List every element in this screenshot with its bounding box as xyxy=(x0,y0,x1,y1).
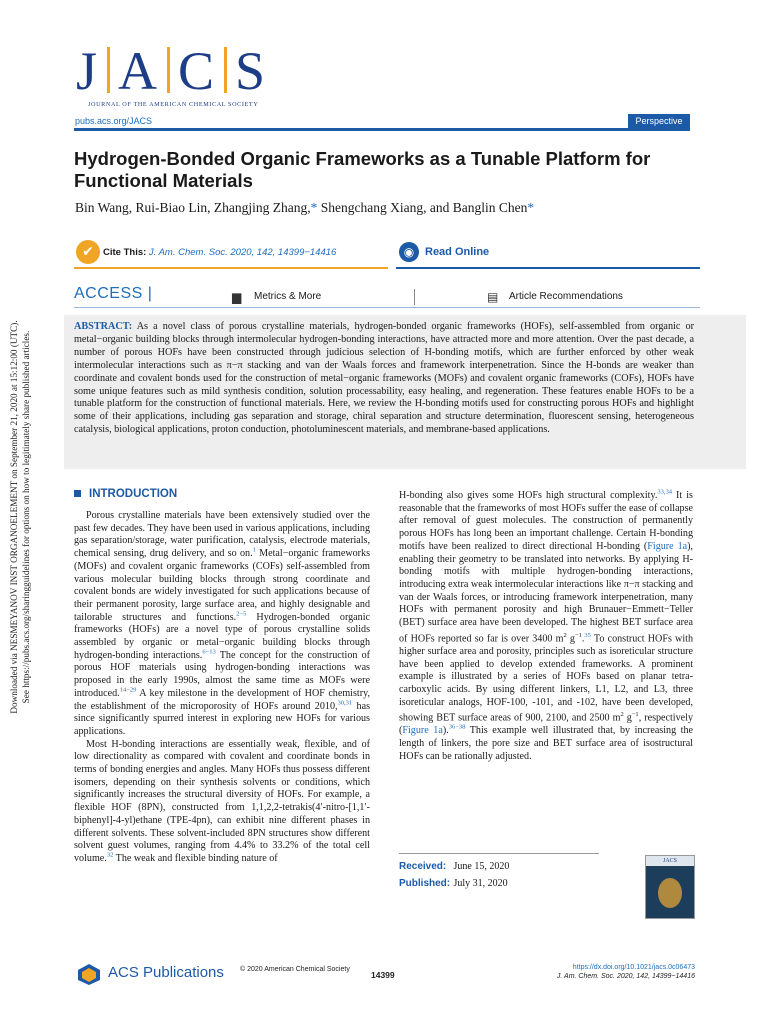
citation-link[interactable]: 35 xyxy=(584,631,591,639)
corresponding-author-link[interactable]: * xyxy=(527,200,535,215)
cite-check-icon: ✔ xyxy=(76,240,100,264)
received-label: Received: xyxy=(399,861,447,872)
citation-link[interactable]: 1 xyxy=(252,546,256,554)
download-notice xyxy=(8,307,32,727)
logo-subtitle: JOURNAL OF THE AMERICAN CHEMICAL SOCIETY xyxy=(88,101,259,108)
logo-separator xyxy=(107,47,110,93)
author-list xyxy=(75,200,675,216)
published-date: July 31, 2020 xyxy=(453,878,508,889)
logo-letter-s: S xyxy=(235,41,268,101)
journal-reference: J. Am. Chem. Soc. 2020, 142, 14399−14416 xyxy=(556,973,695,980)
cite-label: Cite This: xyxy=(103,247,147,258)
recommendations-link[interactable]: Article Recommendations xyxy=(509,291,623,302)
published-label: Published: xyxy=(399,878,451,889)
logo-letter-c: C xyxy=(178,41,217,101)
citation-link[interactable]: 33,34 xyxy=(657,488,672,496)
logo-letter-a: A xyxy=(118,41,160,101)
doi-link[interactable]: https://dx.doi.org/10.1021/jacs.0c06473 xyxy=(572,964,695,971)
citation-link[interactable]: 30,31 xyxy=(337,699,353,707)
citation-link[interactable]: 6−13 xyxy=(202,648,216,656)
figure-link[interactable]: Figure 1a xyxy=(402,725,443,737)
globe-icon: ◉ xyxy=(399,242,419,262)
received-date: June 15, 2020 xyxy=(453,861,510,872)
jacs-logo[interactable] xyxy=(76,41,268,101)
access-rule xyxy=(74,307,700,308)
logo-separator xyxy=(224,47,227,93)
acs-hexagon-icon xyxy=(74,962,104,986)
right-column xyxy=(399,490,693,763)
page-number: 14399 xyxy=(371,970,395,980)
access-label: ACCESS | xyxy=(74,285,153,302)
dates-rule xyxy=(399,853,599,854)
abstract-text xyxy=(74,321,694,437)
acs-publications-logo[interactable]: ACS Publications xyxy=(108,964,224,981)
header-rule xyxy=(74,128,690,131)
intro-paragraph-1: Porous crystalline materials have been extensively studied over the past few decades. They have been used in various applications, including gas separation/storage, water purification, catalysis, electrode materials, chemical sensing, drug delivery, and so on.$^1$ Metal−organic frameworks (MOFs) and covalent organic frameworks (COFs) self-assembled from various molecular building blocks through strong coordinate and covalent bonds are widely investigated for such applications because of their permanent porosity, large surface area, and highly designable and tailorable structures and functions.$^{2-5}$ Hydrogen-bonded organic frameworks (HOFs) are a novel type of porous crystalline solids assembled by organic or metal−organic building blocks through hydrogen-bonding interactions.$^{6-13}$ The concept for the construction of porous HOF materials using hydrogen-bonding interactions was proposed in the early 1990s, almost the same time as MOFs were introduced.$^{14-29}$ A key milestone in the development of HOF chemistry, the establishment of the microporosity of HOFs around 2010,$^{30,31}$ has since significantly spurred interest in exploring new HOFs for various applications. xyxy=(74,510,370,737)
journal-url-link[interactable]: pubs.acs.org/JACS xyxy=(75,116,153,126)
citation-link[interactable]: 14−29 xyxy=(119,686,137,694)
cover-artwork xyxy=(658,878,682,908)
download-notice-line1: Downloaded via NESMEYANOV INST ORGANOELEMENT on September 21, 2020 at 15:12:00 (UTC). xyxy=(9,320,19,714)
read-online-button[interactable]: Read Online xyxy=(425,246,490,258)
left-column xyxy=(74,510,370,866)
section-badge: Perspective xyxy=(628,114,690,128)
publication-dates xyxy=(399,858,509,892)
logo-separator xyxy=(167,47,170,93)
metrics-link[interactable]: Metrics & More xyxy=(254,291,322,302)
cite-reference-link[interactable]: J. Am. Chem. Soc. 2020, 142, 14399−14416 xyxy=(148,247,337,258)
divider xyxy=(414,289,415,305)
journal-cover-thumbnail[interactable] xyxy=(645,855,695,919)
bar-chart-icon: ▆ xyxy=(232,290,242,304)
section-heading-introduction: INTRODUCTION xyxy=(74,488,177,500)
citation-link[interactable]: 32 xyxy=(106,851,114,859)
citation-link[interactable]: 2−5 xyxy=(236,610,247,618)
article-list-icon: ▤ xyxy=(487,290,499,304)
square-bullet-icon xyxy=(74,490,81,497)
download-notice-line2: See https://pubs.acs.org/sharingguidelines for options on how to legitimately share published articles. xyxy=(21,330,31,704)
authors-part-2: Shengchang Xiang, and Banglin Chen xyxy=(317,200,528,215)
intro-paragraph-2: Most H-bonding interactions are essentially weak, flexible, and of low directionality as compared with covalent and coordinate bonds in terms of bonding energies and angles. Many HOFs thus possess different isomers, depending on their synthesis solvents or conditions, which significantly increases the structural diversity of HOFs. For example, a flexible HOF (8PN), constructed from 1,1,2,2-tetrakis(4′-nitro-[1,1′-biphenyl]-4-yl)ethane (TPE-4pn), can exhibit nine different phases in different solvents. These solvent-included 8PN structures show different solvent guest volumes, ranging from 4.4% to 33.2% of the total cell volume.$^{32}$ The weak and flexible binding nature of xyxy=(74,738,370,864)
abstract-body: As a novel class of porous crystalline materials, hydrogen-bonded organic frameworks (HOFs), self-assembled from organic or metal−organic building blocks through intermolecular hydrogen-bonding interactions, have attracted more and more attention. Over the past decade, a number of porous HOFs have been constructed through judicious selection of H-bonding motifs, which are further enforced by other weak intermolecular interactions such as π−π stacking and van der Waals forces and framework interpenetration. Since the H-bonds are weaker than coordinate and covalent bonds used for the construction of metal−organic frameworks (MOFs) and covalent organic frameworks (COFs), HOFs have some unique features such as mild synthesis condition, solution processability, easy healing, and regeneration. These features enable HOFs to be a tunable platform for the construction of functional materials. Here, we review the H-bonding motifs used for constructing porous HOFs and highlight some of their applications, including gas separation and storage, chiral separation and structure determination, fluorescent sensing, heterogeneous catalysis, biological applications, proton conduction, photoluminescent materials, and membrane-based applications. xyxy=(74,321,695,436)
intro-paragraph-3: H-bonding also gives some HOFs high structural complexity.$^{33,34}$ It is reasonable that the frameworks of most HOFs suffer the ease of collapse after removal of guest molecules. The construction of permanently porous HOFs has long been an important challenge. Certain H-bonding motifs have been realized to direct directional H-bonding (Figure 1a), enabling their geometry to be translated into networks. By applying H-bonding motifs with multiple hydrogen-bonding interactions, introducing extra weak intermolecular interactions like π−π stacking and van der Waals forces, or introducing framework interpenetration, many HOFs with permanent porosity and high Brunauer−Emmett−Teller (BET) surface area have been developed. The highest BET surface area of HOFs reported so far is over 3400 $m^2$ $g^{-1}.^{35}$ To construct HOFs with higher surface area and porosity, principles such as isoreticular structure have been applied to develop extended frameworks. A prominent example is illustrated by a series of HOFs based on planar tetra-carboxylic acids. By using different linkers, L1, L2, and L3, three isoreticular analogs, HOF-100, -101, and -102, have been developed, showing BET surface areas of 900, 2100, and 2500 $m^2$ $g^{-1}$, respectively (Figure 1a).$^{36-38}$ This example well illustrated that, by increasing the length of linkers, the pore size and BET surface area of isostructural HOFs can be rationally adjusted. xyxy=(399,488,694,762)
article-title: Hydrogen-Bonded Organic Frameworks as a Tunable Platform for Functional Materials xyxy=(74,148,651,191)
abstract-label: ABSTRACT: xyxy=(74,321,133,332)
authors-part-1: Bin Wang, Rui-Biao Lin, Zhangjing Zhang, xyxy=(75,200,311,215)
copyright: © 2020 American Chemical Society xyxy=(240,966,350,973)
cover-title: JACS xyxy=(646,856,694,866)
corresponding-author-link[interactable]: * xyxy=(310,200,318,215)
citation-link[interactable]: 36−38 xyxy=(448,724,466,732)
cite-text xyxy=(103,247,336,258)
logo-letter-j: J xyxy=(76,41,100,101)
figure-link[interactable]: Figure 1a xyxy=(647,540,688,552)
